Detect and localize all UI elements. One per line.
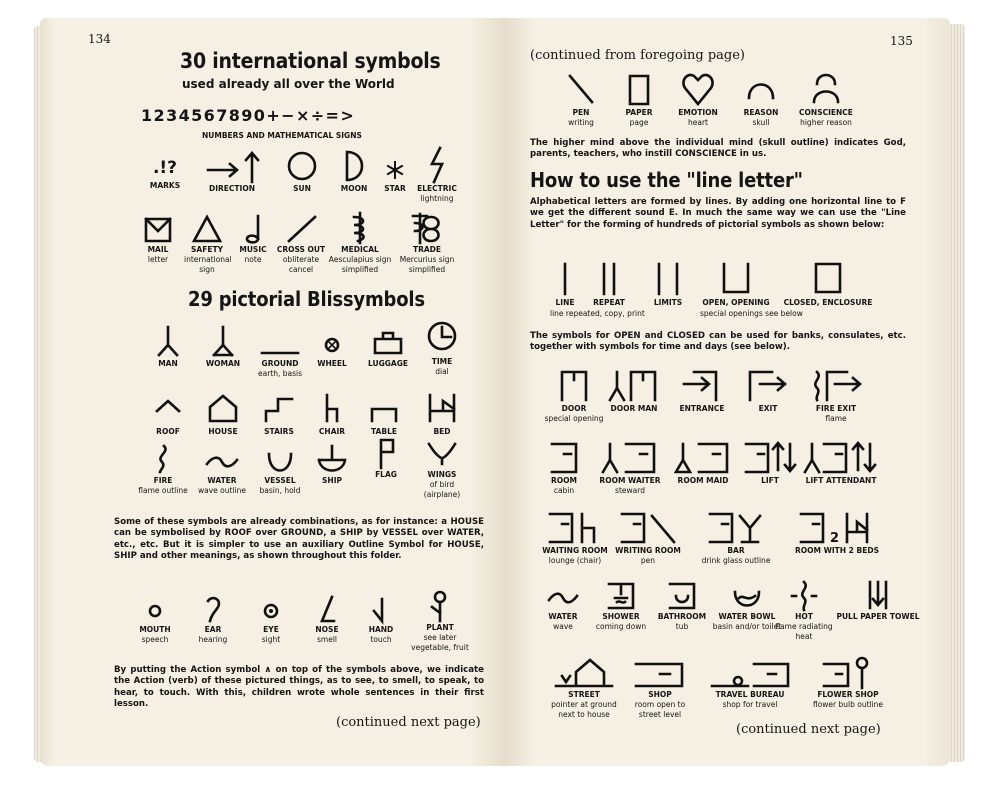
symbol-sublabel: wave outline [198, 486, 246, 495]
page-number-left: 134 [88, 32, 111, 46]
symbol-sublabel: page [629, 118, 649, 127]
symbol-sublabel: pen [640, 556, 656, 565]
symbol-marks [140, 155, 190, 191]
numbers-row: 1234567890+−×÷=> [141, 106, 356, 125]
table-icon [367, 391, 401, 427]
bed-icon [425, 391, 459, 427]
symbol-sublabel: hearing [198, 635, 228, 644]
door-icon [557, 366, 591, 404]
heart-icon [680, 70, 716, 108]
symbol-table [362, 391, 406, 437]
wave-icon [545, 578, 581, 612]
symbol-label: ROOM [551, 476, 577, 485]
symbol-label: BED [433, 427, 451, 436]
symbol-mail [138, 215, 178, 265]
symbol-label: STREET [568, 690, 600, 699]
eye-icon [256, 593, 286, 625]
symbol-label: SHOWER [602, 612, 640, 621]
symbol-label: TABLE [371, 427, 397, 436]
symbol-flag [366, 436, 406, 480]
symbol-label: NOSE [315, 625, 339, 634]
triangle-icon [191, 213, 223, 245]
symbol-label: FIRE EXIT [815, 404, 857, 413]
mouth-icon [140, 593, 170, 625]
symbol-waiting-room [540, 508, 610, 566]
symbol-man [146, 323, 190, 369]
lines-sublabel-2: special openings see below [700, 309, 803, 318]
symbol-sublabel: earth, basis [257, 369, 302, 378]
symbol-sublabel: shop for travel [722, 700, 778, 709]
water-bowl-icon [729, 578, 765, 612]
symbol-sublabel: touch [370, 635, 392, 644]
conscience-icon [809, 70, 843, 108]
symbol-plant [408, 589, 472, 653]
repeat-icon [594, 258, 624, 298]
mail-icon [143, 215, 173, 245]
symbol-label: WRITING ROOM [615, 546, 681, 555]
symbol-label: EXIT [758, 404, 778, 413]
symbol-sublabel: smell [317, 635, 337, 644]
symbol-bar [688, 508, 784, 566]
symbol-sublabel: letter [147, 255, 169, 264]
symbol-sun [280, 148, 324, 194]
room-maid-icon [673, 438, 733, 476]
left-subtitle: used already all over the World [182, 77, 395, 91]
symbol-room-maid [670, 438, 736, 486]
symbol-label: ELECTRIC [417, 184, 457, 193]
symbol-label: MARKS [149, 181, 181, 190]
hot-icon [786, 578, 822, 612]
woman-icon [208, 323, 238, 359]
symbol-ship [310, 442, 354, 486]
symbol-label: HOUSE [208, 427, 238, 436]
street-icon [554, 654, 614, 690]
waiting-room-icon [546, 508, 604, 546]
moon-icon [337, 148, 371, 184]
symbol-label: MAIL [147, 245, 169, 254]
symbol-time [420, 319, 464, 377]
plant-icon [425, 589, 455, 623]
symbol-sublabel: drink glass outline [701, 556, 771, 565]
open-book [40, 18, 968, 770]
shop-icon [630, 654, 690, 690]
symbol-sublabel: flower bulb outline [812, 700, 884, 709]
symbol-label: REASON [743, 108, 779, 117]
vessel-icon [263, 442, 297, 476]
lightning-icon [424, 146, 450, 184]
symbol-lift [740, 438, 800, 486]
symbol-label: LINE [555, 298, 575, 307]
mercurius-icon [405, 211, 449, 245]
luggage-icon [371, 323, 405, 359]
symbol-label: MEDICAL [341, 245, 379, 254]
symbol-label: DOOR MAN [610, 404, 658, 413]
flame-icon [148, 442, 178, 476]
symbol-label: WATER BOWL [718, 612, 776, 621]
room-waiter-icon [600, 438, 660, 476]
star-icon [385, 154, 405, 184]
symbol-label: EMOTION [678, 108, 718, 117]
paper-icon [622, 70, 656, 108]
chair-icon [317, 391, 347, 427]
symbol-hand [358, 593, 404, 645]
ship-icon [315, 442, 349, 476]
exit-icon [746, 366, 790, 404]
wave-icon [203, 442, 241, 476]
symbol-label: WATER [548, 612, 578, 621]
symbol-label: FLAG [375, 470, 397, 479]
symbol-repeat [584, 258, 634, 308]
symbol-flower-shop [804, 654, 892, 710]
symbol-sublabel: see later vegetable, fruit [411, 633, 469, 652]
symbol-label: MAN [158, 359, 178, 368]
symbol-sublabel: speech [141, 635, 169, 644]
symbol-sublabel: lightning [420, 194, 454, 203]
symbol-travel-bureau [700, 654, 800, 710]
symbol-chair [310, 391, 354, 437]
symbol-medical [328, 211, 392, 275]
symbol-paper [614, 70, 664, 128]
symbol-label: MOON [340, 184, 368, 193]
symbol-label: ROOF [156, 427, 180, 436]
symbol-emotion [670, 70, 726, 128]
symbol-sublabel: international sign [184, 255, 232, 274]
flag-icon [371, 436, 401, 470]
symbol-sublabel: basin and/or toilet [712, 622, 782, 631]
ear-icon [198, 593, 228, 625]
symbol-sublabel: sight [261, 635, 281, 644]
shower-icon [603, 578, 639, 612]
symbol-limits [646, 258, 690, 308]
symbol-label: SHOP [648, 690, 672, 699]
symbol-label: GROUND [261, 359, 299, 368]
symbol-sublabel: obliterate cancel [282, 255, 320, 274]
closed-icon [811, 258, 845, 298]
symbol-label: ROOM MAID [677, 476, 729, 485]
lift-icon [742, 438, 798, 476]
right-page [504, 18, 950, 766]
right-paragraph-2: Alphabetical letters are formed by lines. By adding one horizontal line to F we get the different sound E. In much the same way we can use the "Line Letter" for the forming of hundreds of pictorial symbols as shown below: [530, 197, 906, 230]
symbol-sublabel: tub [675, 622, 689, 631]
symbol-sublabel: special opening [544, 414, 604, 423]
symbol-exit [740, 366, 796, 414]
symbol-vessel [252, 442, 308, 496]
symbol-label: STAR [384, 184, 406, 193]
symbol-sublabel: wave [553, 622, 573, 631]
symbol-wheel [310, 323, 354, 369]
sun-icon [285, 148, 319, 184]
symbol-shower [588, 578, 654, 632]
symbol-sublabel: writing [568, 118, 594, 127]
clock-icon [425, 319, 459, 357]
symbol-wings [416, 436, 468, 500]
symbol-label: PULL PAPER TOWEL [836, 612, 920, 621]
symbol-label: DIRECTION [209, 184, 255, 193]
stairs-icon [262, 391, 296, 427]
page-number-right: 135 [890, 34, 913, 48]
symbol-nose [304, 593, 350, 645]
symbol-sublabel: room open to street level [634, 700, 686, 719]
lift-attendant-icon [802, 438, 880, 476]
symbol-sublabel: of bird (airplane) [423, 480, 461, 499]
symbol-label: BAR [727, 546, 745, 555]
room-two-beds-icon [797, 508, 877, 546]
symbol-water-bowl [712, 578, 782, 632]
symbol-roof [146, 391, 190, 437]
bathroom-icon [664, 578, 700, 612]
flower-shop-icon [818, 654, 878, 690]
writing-room-icon [618, 508, 678, 546]
symbol-label: PLANT [426, 623, 454, 632]
symbol-label: WAITING ROOM [542, 546, 608, 555]
symbol-line [550, 258, 580, 308]
symbol-closed [778, 258, 878, 308]
left-paragraph-1: Some of these symbols are already combinations, as for instance: a HOUSE can be symbolised by ROOF over GROUND, a SHIP by VESSEL over WATER, etc., etc. But it is simpler to use an auxiliary Outline Symbol for HOUSE, SHIP and other meanings, as shown throughout this folder. [114, 517, 484, 562]
travel-bureau-icon [708, 654, 792, 690]
symbol-label: PEN [572, 108, 590, 117]
symbol-label: WATER [207, 476, 237, 485]
symbol-sublabel: higher reason [800, 118, 852, 127]
symbol-label: MOUTH [139, 625, 171, 634]
direction-icon [204, 150, 260, 184]
symbol-label: EYE [263, 625, 279, 634]
symbol-label: DOOR [561, 404, 587, 413]
paper-towel-icon [860, 578, 896, 612]
symbol-writing-room [612, 508, 684, 566]
symbol-sublabel: cabin [553, 486, 575, 495]
symbol-water-2 [540, 578, 586, 632]
symbol-sublabel: dial [435, 367, 449, 376]
symbol-electric [412, 146, 462, 204]
symbol-moon [332, 148, 376, 194]
right-continued-next: (continued next page) [736, 722, 881, 737]
symbol-hot [774, 578, 834, 642]
numbers-caption: NUMBERS AND MATHEMATICAL SIGNS [202, 131, 362, 140]
symbol-door-man [602, 366, 666, 414]
symbol-sublabel: lounge (chair) [548, 556, 602, 565]
bar-icon [706, 508, 766, 546]
right-title: How to use the "line letter" [530, 168, 803, 192]
fire-exit-icon [809, 366, 863, 404]
symbol-bed [420, 391, 464, 437]
symbol-sublabel: flame [825, 414, 847, 423]
skull-icon [744, 70, 778, 108]
symbol-eye [248, 593, 294, 645]
symbol-label: SAFETY [191, 245, 223, 254]
symbol-label: EAR [204, 625, 222, 634]
symbol-ground [252, 323, 308, 379]
symbol-conscience [794, 70, 858, 128]
symbol-label: CLOSED, ENCLOSURE [783, 298, 873, 307]
left-title-2: 29 pictorial Blissymbols [188, 287, 425, 311]
marks-glyph: .!? [152, 158, 178, 178]
symbol-lift-attendant [798, 438, 884, 486]
symbol-bathroom [650, 578, 714, 632]
entrance-icon [682, 366, 722, 404]
symbol-label: LUGGAGE [368, 359, 408, 368]
hand-icon [366, 593, 396, 625]
ground-icon [258, 323, 302, 359]
house-icon [206, 391, 240, 427]
music-note-icon [241, 213, 265, 245]
roof-icon [153, 391, 183, 427]
symbol-label: LIFT [761, 476, 779, 485]
symbol-sublabel: skull [752, 118, 770, 127]
symbol-sublabel: flame outline [138, 486, 188, 495]
symbol-label: ROOM WAITER [599, 476, 661, 485]
nose-icon [312, 593, 342, 625]
symbol-sublabel: basin, hold [259, 486, 301, 495]
symbol-pen [556, 70, 606, 128]
symbol-label: TRAVEL BUREAU [715, 690, 785, 699]
symbol-room-waiter [590, 438, 670, 496]
symbol-label: BATHROOM [657, 612, 707, 621]
symbol-label: FLOWER SHOP [817, 690, 879, 699]
open-icon [719, 258, 753, 298]
symbol-sublabel: Aesculapius sign simplified [328, 255, 392, 274]
lines-sublabel-1: line repeated, copy, print [550, 309, 645, 318]
symbol-label: CROSS OUT [276, 245, 326, 254]
symbol-label: MUSIC [239, 245, 267, 254]
man-icon [153, 323, 183, 359]
symbol-direction [202, 150, 262, 194]
symbol-shop [624, 654, 696, 720]
symbol-room-2-beds [784, 508, 890, 556]
symbol-luggage [362, 323, 414, 369]
pen-icon [564, 70, 598, 108]
symbol-sublabel: pointer at ground next to house [551, 700, 617, 719]
door-man-icon [607, 366, 661, 404]
symbol-fire [138, 442, 188, 496]
symbol-label: HOT [795, 612, 813, 621]
line-icon [555, 258, 575, 298]
symbol-cross-out [274, 213, 328, 275]
symbol-star [378, 154, 412, 194]
svg-text:2: 2 [830, 531, 840, 546]
room-icon [547, 438, 581, 476]
symbol-label: CHAIR [318, 427, 346, 436]
left-title: 30 international symbols [180, 49, 441, 73]
symbol-label: VESSEL [264, 476, 296, 485]
symbol-mouth [132, 593, 178, 645]
symbol-label: HAND [368, 625, 394, 634]
symbol-room [544, 438, 584, 496]
left-continued-next: (continued next page) [336, 715, 481, 730]
aesculapius-icon [342, 211, 378, 245]
slash-icon [283, 213, 319, 245]
symbol-sublabel: steward [615, 486, 645, 495]
symbol-label: STAIRS [264, 427, 294, 436]
symbol-sublabel: flame radiating heat [775, 622, 833, 641]
symbol-label: ENTRANCE [679, 404, 725, 413]
symbol-label: SHIP [322, 476, 342, 485]
symbol-sublabel: heart [688, 118, 708, 127]
symbol-label: WINGS [427, 470, 457, 479]
symbol-label: FIRE [153, 476, 173, 485]
wheel-icon [317, 323, 347, 359]
right-paragraph-3: The symbols for OPEN and CLOSED can be used for banks, consulates, etc. together with symbols for time and days (see below). [530, 331, 906, 353]
symbol-safety [184, 213, 230, 275]
symbol-entrance [674, 366, 730, 414]
symbol-ear [190, 593, 236, 645]
symbol-reason [736, 70, 786, 128]
symbol-label: ROOM WITH 2 BEDS [795, 546, 879, 555]
right-paragraph-1: The higher mind above the individual mind (skull outline) indicates God, parents, teachers, who instill CONSCIENCE in us. [530, 138, 906, 160]
symbol-label: REPEAT [593, 298, 625, 307]
symbol-label: WHEEL [317, 359, 347, 368]
symbol-stairs [254, 391, 304, 437]
symbol-sublabel: Mercurius sign simplified [399, 255, 455, 274]
symbol-label: OPEN, OPENING [702, 298, 770, 307]
wings-icon [425, 436, 459, 470]
symbol-trade [395, 211, 459, 275]
symbol-woman [198, 323, 248, 369]
symbol-label: WOMAN [205, 359, 241, 368]
symbol-label: LIFT ATTENDANT [805, 476, 877, 485]
symbol-sublabel: note [244, 255, 262, 264]
left-paragraph-2: By putting the Action symbol ∧ on top of the symbols above, we indicate the Action (verb) of these pictured things, as to see, to smell, to speak, to hear, to touch. With this, children wrote whole sentences in their first lesson. [114, 665, 484, 710]
symbol-door [544, 366, 604, 424]
symbol-pull-paper-towel [832, 578, 924, 622]
limits-icon [651, 258, 685, 298]
symbol-music [236, 213, 270, 265]
symbol-label: TRADE [412, 245, 442, 254]
symbol-street [544, 654, 624, 720]
left-page [40, 18, 504, 766]
symbol-water [196, 442, 248, 496]
symbol-house [198, 391, 248, 437]
symbol-label: SUN [293, 184, 311, 193]
symbol-label: PAPER [625, 108, 653, 117]
symbol-open [696, 258, 776, 308]
symbol-label: TIME [431, 357, 453, 366]
symbol-label: CONSCIENCE [799, 108, 853, 117]
continued-from: (continued from foregoing page) [530, 48, 745, 63]
symbol-fire-exit [804, 366, 868, 424]
symbol-label: LIMITS [653, 298, 683, 307]
symbol-sublabel: coming down [595, 622, 647, 631]
